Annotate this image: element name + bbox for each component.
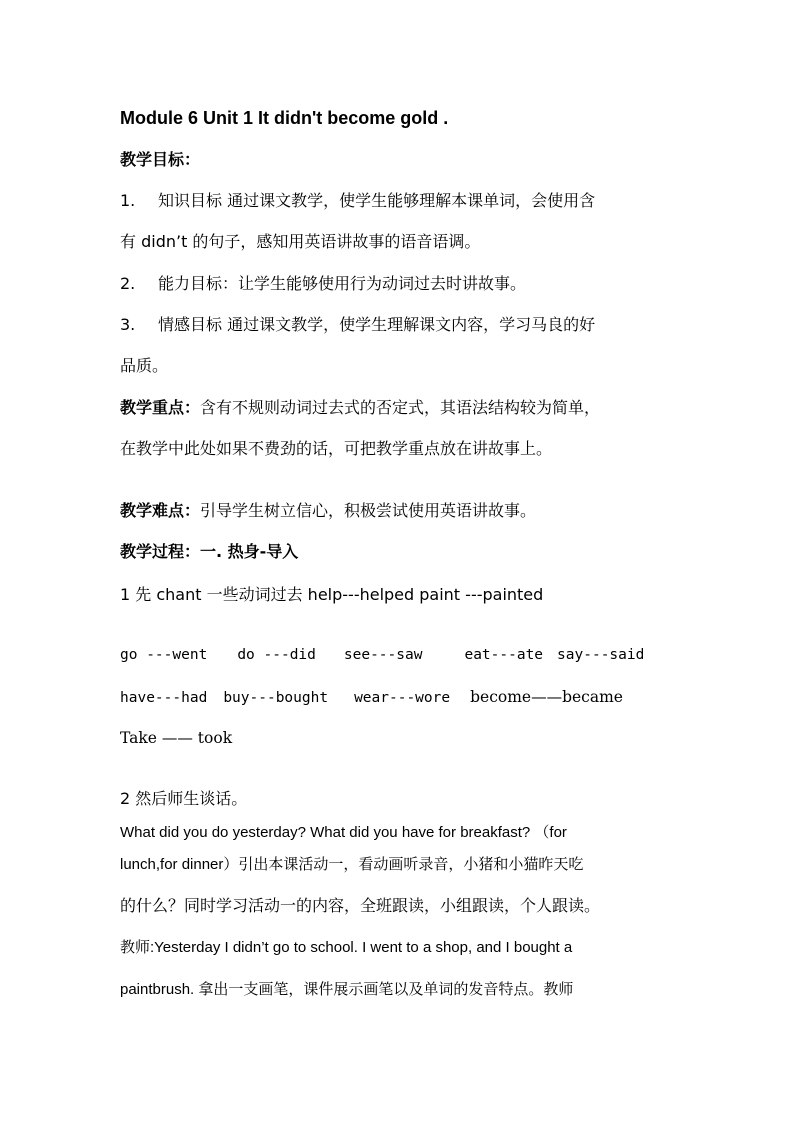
verbs-row-1: [120, 645, 644, 665]
verb-pair: buy---bought: [223, 690, 329, 706]
step-2: 2 然后师生谈话。: [120, 789, 248, 808]
objective-text: 能力目标：让学生能够使用行为动词过去时讲故事。: [158, 274, 527, 293]
key-point-line: [120, 398, 600, 418]
verb-pair: have---had: [120, 690, 208, 706]
objective-text: 知识目标 通过课文教学，使学生能够理解本课单词，会使用含: [158, 191, 596, 210]
step-1: 1 先 chant 一些动词过去 help---helped paint ---painted: [120, 585, 544, 604]
document-title: Module 6 Unit 1 It didn't become gold .: [120, 108, 449, 128]
teacher-line-1: 教师:Yesterday I didn’t go to school. I went to a shop, and I bought a: [120, 939, 573, 956]
process-heading: 教学过程：一. 热身-导入: [120, 542, 299, 561]
objective-text: 情感目标 通过课文教学，使学生理解课文内容，学习马良的好: [158, 315, 596, 334]
objectives-heading: 教学目标：: [120, 150, 201, 169]
teacher-line-2: paintbrush. 拿出一支画笔，课件展示画笔以及单词的发音特点。教师: [120, 981, 574, 998]
verb-pair: see---saw: [343, 647, 423, 663]
key-point-label: 教学重点：: [120, 398, 201, 417]
dialog-line-1: What did you do yesterday? What did you have for breakfast? （for: [120, 824, 567, 841]
key-point-continued: 在教学中此处如果不费劲的话，可把教学重点放在讲故事上。: [120, 439, 553, 458]
verb-pair: wear---wore: [354, 690, 451, 706]
verb-pair: do ---did: [237, 647, 316, 663]
verb-pair: become——became: [470, 688, 623, 706]
objective-1: [120, 191, 595, 211]
key-point-text: 含有不规则动词过去式的否定式，其语法结构较为简单，: [200, 398, 601, 417]
verbs-row-2: [120, 687, 623, 708]
objective-number: 1.: [120, 191, 136, 210]
dialog-line-3: 的什么？同时学习活动一的内容，全班跟读，小组跟读，个人跟读。: [120, 896, 601, 915]
objective-2: [120, 274, 526, 294]
objective-number: 3.: [120, 315, 136, 334]
difficulty-label: 教学难点：: [120, 501, 201, 520]
objective-1-continued: 有 didn’t 的句子，感知用英语讲故事的语音语调。: [120, 232, 481, 251]
difficulty-text: 引导学生树立信心，积极尝试使用英语讲故事。: [200, 501, 537, 520]
dialog-line-2: lunch,for dinner）引出本课活动一，看动画听录音，小猪和小猫昨天吃: [120, 856, 584, 873]
verb-pair: eat---ate: [464, 647, 544, 663]
verb-pair: say---said: [557, 647, 645, 663]
objective-3: [120, 315, 595, 335]
objective-number: 2.: [120, 274, 136, 293]
verb-pair: go ---went: [120, 647, 208, 663]
difficulty-line: [120, 501, 536, 521]
verbs-row-3: Take —— took: [120, 729, 233, 747]
objective-3-continued: 品质。: [120, 356, 169, 375]
